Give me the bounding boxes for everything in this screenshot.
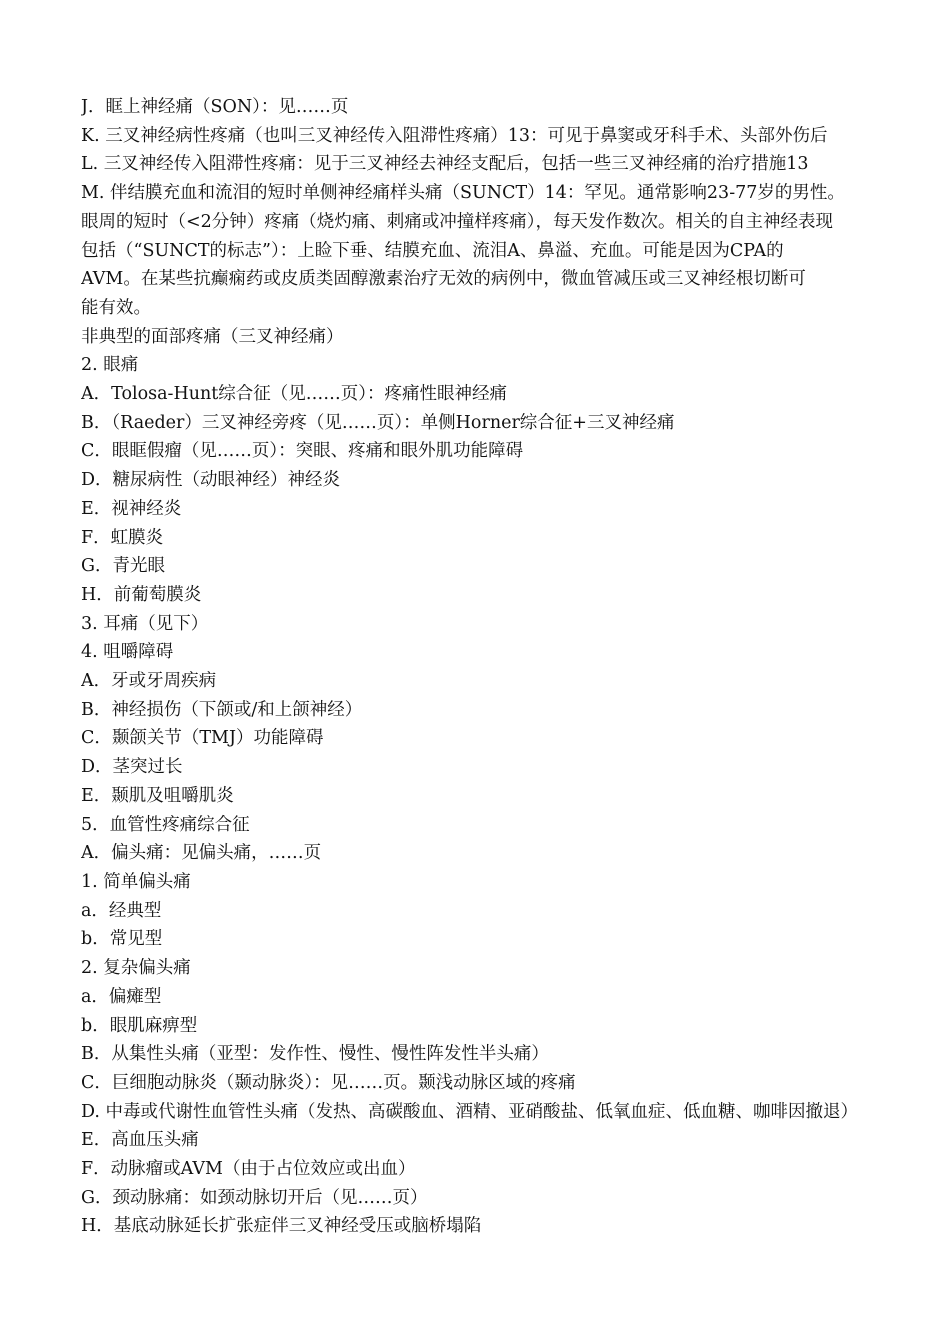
- text-line-m-cont-2: 包括（“SUNCT的标志”）：上睑下垂、结膜充血、流泪A、鼻溢、充血。可能是因为CPA的: [81, 240, 784, 261]
- migraine-subitem-2b: b．眼肌麻痹型: [81, 1015, 198, 1036]
- migraine-subitem-2: 2. 复杂偏头痛: [81, 958, 191, 979]
- vascular-item-c: C．巨细胞动脉炎（颞动脉炎）：见……页。颞浅动脉区域的疼痛: [81, 1072, 576, 1093]
- mastication-item-d: D．茎突过长: [81, 757, 183, 778]
- mastication-item-e: E．颞肌及咀嚼肌炎: [81, 785, 234, 806]
- eye-pain-item-a: A．Tolosa-Hunt综合征（见……页）：疼痛性眼神经痛: [81, 384, 508, 405]
- document-body: [81, 93, 871, 1241]
- eye-pain-item-e: E．视神经炎: [81, 498, 182, 519]
- migraine-subitem-1b: b．常见型: [81, 929, 163, 950]
- text-line-l: L. 三叉神经传入阻滞性疼痛：见于三叉神经去神经支配后，包括一些三叉神经痛的治疗措施13: [81, 154, 809, 175]
- migraine-subitem-1a: a．经典型: [81, 900, 162, 921]
- eye-pain-item-d: D．糖尿病性（动眼神经）神经炎: [81, 470, 341, 491]
- vascular-item-e: E．高血压头痛: [81, 1130, 199, 1151]
- text-line-m-cont-1: 眼周的短时（<2分钟）疼痛（烧灼痛、刺痛或冲撞样疼痛），每天发作数次。相关的自主神经表现: [81, 211, 834, 232]
- section-heading-vascular-pain: 5．血管性疼痛综合征: [81, 814, 250, 835]
- mastication-item-a: A．牙或牙周疾病: [81, 671, 217, 692]
- eye-pain-item-f: F．虹膜炎: [81, 527, 164, 548]
- eye-pain-item-g: G．青光眼: [81, 556, 165, 577]
- vascular-item-b: B．从集性头痛（亚型：发作性、慢性、慢性阵发性半头痛）: [81, 1044, 549, 1065]
- section-heading-atypical-facial-pain: 非典型的面部疼痛（三叉神经痛）: [81, 326, 344, 347]
- text-line-m-cont-4: 能有效。: [81, 297, 151, 318]
- mastication-item-c: C．颞颌关节（TMJ）功能障碍: [81, 728, 324, 749]
- eye-pain-item-b: B．（Raeder）三叉神经旁疼（见……页）：单侧Horner综合征+三叉神经痛: [81, 412, 675, 433]
- vascular-item-h: H．基底动脉延长扩张症伴三叉神经受压或脑桥塌陷: [81, 1216, 482, 1237]
- text-line-k: K. 三叉神经病性疼痛（也叫三叉神经传入阻滞性疼痛）13：可见于鼻窦或牙科手术、头部外伤后: [81, 125, 828, 146]
- vascular-item-g: G．颈动脉痛：如颈动脉切开后（见……页）: [81, 1187, 428, 1208]
- eye-pain-item-c: C．眼眶假瘤（见……页）：突眼、疼痛和眼外肌功能障碍: [81, 441, 524, 462]
- section-heading-ear-pain: 3. 耳痛（见下）: [81, 613, 209, 634]
- section-heading-eye-pain: 2. 眼痛: [81, 355, 139, 376]
- text-line-m: M. 伴结膜充血和流泪的短时单侧神经痛样头痛（SUNCT）14：罕见。通常影响23-77岁的男性。: [81, 183, 845, 204]
- eye-pain-item-h: H．前葡萄膜炎: [81, 584, 202, 605]
- vascular-item-f: F．动脉瘤或AVM（由于占位效应或出血）: [81, 1159, 416, 1180]
- migraine-subitem-1: 1. 简单偏头痛: [81, 871, 191, 892]
- migraine-subitem-2a: a．偏瘫型: [81, 986, 162, 1007]
- text-line-m-cont-3: AVM。在某些抗癫痫药或皮质类固醇激素治疗无效的病例中，微血管减压或三叉神经根切断可: [81, 269, 806, 290]
- section-heading-mastication: 4. 咀嚼障碍: [81, 642, 174, 663]
- vascular-item-a: A．偏头痛：见偏头痛，……页: [81, 843, 322, 864]
- vascular-item-d: D. 中毒或代谢性血管性头痛（发热、高碳酸血、酒精、亚硝酸盐、低氧血症、低血糖、咖啡因撤退）: [81, 1101, 859, 1122]
- mastication-item-b: B．神经损伤（下颌或/和上颌神经）: [81, 699, 363, 720]
- text-line-j: J．眶上神经痛（SON）：见……页: [81, 97, 349, 117]
